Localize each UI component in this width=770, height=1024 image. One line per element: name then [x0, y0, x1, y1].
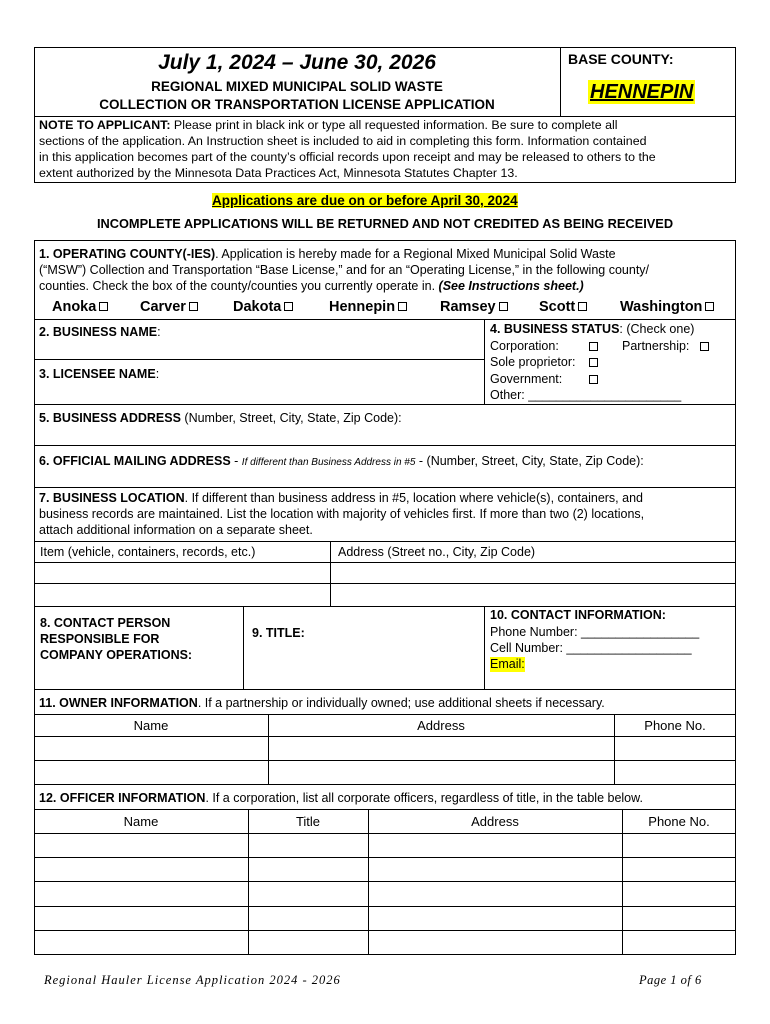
section3-suffix: : [155, 367, 160, 381]
government-checkbox[interactable] [589, 375, 598, 384]
status-sole[interactable] [490, 355, 575, 370]
section1-text-3: counties. Check the box of the county/counties you currently operate in. [39, 279, 439, 293]
status-label: Government: [490, 372, 563, 386]
status-corporation[interactable] [490, 339, 559, 354]
section7-text-1: . If different than business address in #5, location where vehicle(s), containers, and [184, 491, 643, 505]
section7-line2: business records are maintained. List the location with majority of vehicles first. If more than two (2) locations, [39, 507, 645, 521]
section7-label: 7. BUSINESS LOCATION [39, 491, 185, 505]
note-label: NOTE TO APPLICANT: [39, 118, 171, 132]
section6-label: 6. OFFICIAL MAILING ADDRESS [39, 454, 231, 468]
date-range: July 1, 2024 – June 30, 2026 [158, 51, 436, 74]
footer-left: Regional Hauler License Application 2024 - 2026 [44, 973, 341, 987]
section1-line3 [39, 279, 584, 294]
base-county-label: BASE COUNTY: [568, 51, 674, 67]
checkbox[interactable] [398, 302, 407, 311]
section7-line3: attach additional information on a separate sheet. [39, 523, 313, 537]
see-instructions: (See Instructions sheet.) [438, 279, 584, 293]
officer-col-phone: Phone No. [648, 814, 710, 829]
note-text-1: Please print in black ink or type all requested information. Be sure to complete all [170, 118, 618, 132]
section6-dash: - [230, 454, 242, 468]
county-washington[interactable] [620, 299, 714, 316]
owner-col-phone: Phone No. [644, 718, 706, 733]
note-line3: in this application becomes part of the county’s official records upon receipt and may be released to others to the [39, 150, 656, 164]
section4-hint: : (Check one) [619, 322, 695, 336]
county-label: Washington [620, 299, 703, 315]
checkbox[interactable] [284, 302, 293, 311]
county-label: Ramsey [440, 299, 496, 315]
location-table [34, 541, 736, 607]
col-item-header: Item (vehicle, containers, records, etc.) [40, 545, 256, 559]
section5-line [39, 411, 402, 426]
section8-line3: COMPANY OPERATIONS: [40, 648, 193, 662]
owner-table [34, 714, 736, 785]
section11-label: 11. OWNER INFORMATION [39, 696, 198, 710]
section2-line [39, 325, 161, 340]
county-carver[interactable] [140, 299, 198, 316]
checkbox[interactable] [499, 302, 508, 311]
section11-line [39, 696, 605, 711]
section5-label: 5. BUSINESS ADDRESS [39, 411, 181, 425]
section1-text-1: . Application is hereby made for a Regional Mixed Municipal Solid Waste [215, 247, 616, 261]
col-address-header: Address (Street no., City, Zip Code) [338, 545, 536, 559]
section9-box[interactable] [243, 606, 485, 690]
form-title-line1: REGIONAL MIXED MUNICIPAL SOLID WASTE [151, 79, 443, 94]
status-other[interactable]: Other: ______________________ [490, 388, 682, 402]
county-hennepin[interactable] [329, 299, 407, 316]
section3-label: 3. LICENSEE NAME [39, 367, 156, 381]
section1-label: 1. OPERATING COUNTY(-IES) [39, 247, 216, 261]
section4-label: 4. BUSINESS STATUS [490, 322, 620, 336]
section5-hint: (Number, Street, City, State, Zip Code): [180, 411, 402, 425]
section1-line2: (“MSW”) Collection and Transportation “Base License,” and for an “Operating License,” in the following county/ [39, 263, 650, 277]
section11-hint: . If a partnership or individually owned; use additional sheets if necessary. [197, 696, 605, 710]
section6-hint: - (Number, Street, City, State, Zip Code): [415, 454, 644, 468]
county-dakota[interactable] [233, 299, 293, 316]
section9-label: 9. TITLE: [252, 626, 305, 640]
county-label: Hennepin [329, 299, 396, 315]
county-label: Anoka [52, 299, 97, 315]
section8-line1: 8. CONTACT PERSON [40, 616, 171, 630]
status-label: Sole proprietor: [490, 355, 576, 369]
note-line4: extent authorized by the Minnesota Data Practices Act, Minnesota Statutes Chapter 13. [39, 166, 518, 180]
section3-line [39, 367, 159, 382]
partnership-checkbox[interactable] [700, 342, 709, 351]
base-county-value: HENNEPIN [590, 81, 694, 103]
owner-col-address: Address [417, 718, 465, 733]
email-field[interactable]: Email: [490, 657, 525, 671]
county-label: Carver [140, 299, 186, 315]
status-label: Corporation: [490, 339, 559, 353]
note-line2: sections of the application. An Instruction sheet is included to aid in completing this form. Information contained [39, 134, 647, 148]
sole-checkbox[interactable] [589, 358, 598, 367]
footer-page: Page 1 of 6 [639, 973, 702, 987]
owner-col-name: Name [133, 718, 169, 733]
corporation-checkbox[interactable] [589, 342, 598, 351]
checkbox[interactable] [99, 302, 108, 311]
section6-line [39, 454, 644, 470]
officer-table [34, 809, 736, 955]
status-label: Partnership: [622, 339, 690, 353]
form-title-line2: COLLECTION OR TRANSPORTATION LICENSE APPLICATION [99, 97, 495, 112]
checkbox[interactable] [705, 302, 714, 311]
cell-number-field[interactable]: Cell Number: __________________ [490, 641, 692, 655]
section2-suffix: : [157, 325, 161, 339]
county-label: Scott [539, 299, 576, 315]
incomplete-notice: INCOMPLETE APPLICATIONS WILL BE RETURNED AND NOT CREDITED AS BEING RECEIVED [96, 216, 674, 231]
county-ramsey[interactable] [440, 299, 508, 316]
section7-line1 [39, 491, 643, 506]
county-label: Dakota [233, 299, 282, 315]
county-anoka[interactable] [52, 299, 108, 316]
status-partnership[interactable] [622, 339, 689, 354]
section2-label: 2. BUSINESS NAME [39, 325, 158, 339]
checkbox[interactable] [189, 302, 198, 311]
officer-col-title: Title [295, 814, 321, 829]
section12-line [39, 791, 643, 806]
section10-label: 10. CONTACT INFORMATION: [490, 608, 666, 622]
section12-hint: . If a corporation, list all corporate officers, regardless of title, in the table below. [205, 791, 643, 805]
checkbox[interactable] [578, 302, 587, 311]
officer-col-name: Name [123, 814, 159, 829]
phone-number-field[interactable]: Phone Number: _________________ [490, 625, 700, 639]
section1-line1 [39, 247, 616, 262]
section3-box[interactable] [34, 359, 485, 405]
section8-line2: RESPONSIBLE FOR [40, 632, 160, 646]
section12-label: 12. OFFICER INFORMATION [39, 791, 206, 805]
due-notice: Applications are due on or before April 30, 2024 [212, 193, 518, 208]
section4-line [490, 322, 694, 337]
header-divider [560, 47, 561, 117]
officer-col-address: Address [471, 814, 519, 829]
county-scott[interactable] [539, 299, 587, 316]
note-line1 [39, 118, 617, 133]
status-government[interactable] [490, 372, 562, 387]
section6-note: If different than Business Address in #5 [241, 457, 416, 468]
